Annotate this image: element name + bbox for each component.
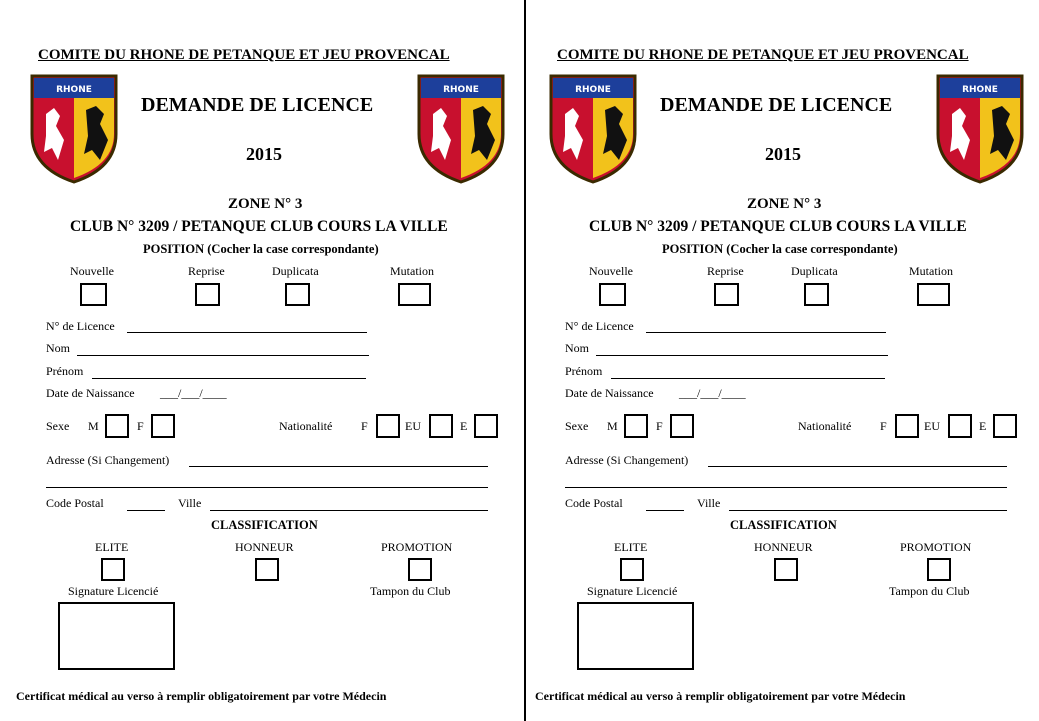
sexe-f-label: F <box>137 419 144 433</box>
certificat-note: Certificat médical au verso à remplir obligatoirement par votre Médecin <box>16 689 387 703</box>
licence-form-right <box>519 0 1038 721</box>
nat-eu-checkbox[interactable] <box>948 414 972 438</box>
certificat-note: Certificat médical au verso à remplir obligatoirement par votre Médecin <box>535 689 906 703</box>
cp-input[interactable] <box>127 510 165 511</box>
licence-form-left <box>0 0 519 721</box>
nat-eu-label: EU <box>405 419 421 433</box>
form-year: 2015 <box>246 144 282 164</box>
svg-text:RHONE: RHONE <box>443 85 479 95</box>
nom-input[interactable] <box>77 355 369 356</box>
dob-label: Date de Naissance <box>565 386 654 400</box>
signature-box[interactable] <box>577 602 694 670</box>
form-title: DEMANDE DE LICENCE <box>141 94 374 116</box>
honneur-checkbox[interactable] <box>255 558 279 581</box>
duplicata-checkbox[interactable] <box>804 283 829 306</box>
reprise-checkbox[interactable] <box>714 283 739 306</box>
option-mutation-label: Mutation <box>909 264 953 278</box>
nom-label: Nom <box>565 341 589 355</box>
nat-e-label: E <box>460 419 468 433</box>
nat-f-label: F <box>880 419 887 433</box>
class-honneur-label: HONNEUR <box>754 540 813 554</box>
class-elite-label: ELITE <box>95 540 129 554</box>
class-elite-label: ELITE <box>614 540 648 554</box>
elite-checkbox[interactable] <box>101 558 125 581</box>
elite-checkbox[interactable] <box>620 558 644 581</box>
licence-label: N° de Licence <box>46 319 115 333</box>
option-duplicata-label: Duplicata <box>791 264 838 278</box>
club-label: CLUB N° 3209 / PETANQUE CLUB COURS LA VILLE <box>70 218 448 235</box>
ville-label: Ville <box>697 496 721 510</box>
signature-label: Signature Licencié <box>68 584 159 598</box>
sexe-m-label: M <box>607 419 618 433</box>
svg-text:RHONE: RHONE <box>575 85 611 95</box>
classification-label: CLASSIFICATION <box>211 518 318 532</box>
zone-label: ZONE N° 3 <box>228 196 303 212</box>
nat-e-checkbox[interactable] <box>474 414 498 438</box>
licence-input[interactable] <box>646 332 886 333</box>
committee-title: COMITE DU RHONE DE PETANQUE ET JEU PROVENCAL <box>38 47 450 63</box>
form-year: 2015 <box>765 144 801 164</box>
sexe-label: Sexe <box>46 419 70 433</box>
adresse-input[interactable] <box>189 466 488 467</box>
nat-e-checkbox[interactable] <box>993 414 1017 438</box>
honneur-checkbox[interactable] <box>774 558 798 581</box>
position-label: POSITION (Cocher la case correspondante) <box>662 242 898 256</box>
licence-label: N° de Licence <box>565 319 634 333</box>
sexe-label: Sexe <box>565 419 589 433</box>
adresse-label: Adresse (Si Changement) <box>46 453 170 467</box>
option-reprise-label: Reprise <box>188 264 225 278</box>
nom-label: Nom <box>46 341 70 355</box>
committee-title: COMITE DU RHONE DE PETANQUE ET JEU PROVENCAL <box>557 47 969 63</box>
class-honneur-label: HONNEUR <box>235 540 294 554</box>
duplicata-checkbox[interactable] <box>285 283 310 306</box>
form-title: DEMANDE DE LICENCE <box>660 94 893 116</box>
dob-input[interactable]: ___/___/____ <box>160 386 227 400</box>
rhone-crest-icon <box>28 72 120 184</box>
dob-label: Date de Naissance <box>46 386 135 400</box>
sexe-m-label: M <box>88 419 99 433</box>
nat-f-checkbox[interactable] <box>376 414 400 438</box>
nouvelle-checkbox[interactable] <box>80 283 107 306</box>
nat-eu-label: EU <box>924 419 940 433</box>
nat-f-label: F <box>361 419 368 433</box>
option-nouvelle-label: Nouvelle <box>70 264 114 278</box>
tampon-label: Tampon du Club <box>889 584 970 598</box>
ville-label: Ville <box>178 496 202 510</box>
dob-input[interactable]: ___/___/____ <box>679 386 746 400</box>
ville-input[interactable] <box>729 510 1007 511</box>
prenom-input[interactable] <box>92 378 366 379</box>
adresse-label: Adresse (Si Changement) <box>565 453 689 467</box>
zone-label: ZONE N° 3 <box>747 196 822 212</box>
adresse-input-2[interactable] <box>565 487 1007 488</box>
club-label: CLUB N° 3209 / PETANQUE CLUB COURS LA VILLE <box>589 218 967 235</box>
classification-label: CLASSIFICATION <box>730 518 837 532</box>
mutation-checkbox[interactable] <box>917 283 950 306</box>
promotion-checkbox[interactable] <box>927 558 951 581</box>
cp-label: Code Postal <box>46 496 104 510</box>
nat-e-label: E <box>979 419 987 433</box>
prenom-label: Prénom <box>565 364 603 378</box>
cp-label: Code Postal <box>565 496 623 510</box>
prenom-label: Prénom <box>46 364 84 378</box>
mutation-checkbox[interactable] <box>398 283 431 306</box>
sexe-m-checkbox[interactable] <box>624 414 648 438</box>
sexe-f-checkbox[interactable] <box>670 414 694 438</box>
sexe-f-checkbox[interactable] <box>151 414 175 438</box>
nationalite-label: Nationalité <box>279 419 333 433</box>
option-duplicata-label: Duplicata <box>272 264 319 278</box>
prenom-input[interactable] <box>611 378 885 379</box>
sexe-m-checkbox[interactable] <box>105 414 129 438</box>
class-promotion-label: PROMOTION <box>900 540 972 554</box>
cp-input[interactable] <box>646 510 684 511</box>
svg-text:RHONE: RHONE <box>56 85 92 95</box>
rhone-crest-icon <box>934 72 1026 184</box>
option-reprise-label: Reprise <box>707 264 744 278</box>
option-mutation-label: Mutation <box>390 264 434 278</box>
reprise-checkbox[interactable] <box>195 283 220 306</box>
signature-label: Signature Licencié <box>587 584 678 598</box>
signature-box[interactable] <box>58 602 175 670</box>
tampon-label: Tampon du Club <box>370 584 451 598</box>
svg-text:RHONE: RHONE <box>962 85 998 95</box>
nom-input[interactable] <box>596 355 888 356</box>
adresse-input-2[interactable] <box>46 487 488 488</box>
promotion-checkbox[interactable] <box>408 558 432 581</box>
sexe-f-label: F <box>656 419 663 433</box>
rhone-crest-icon <box>415 72 507 184</box>
nationalite-label: Nationalité <box>798 419 852 433</box>
ville-input[interactable] <box>210 510 488 511</box>
nat-f-checkbox[interactable] <box>895 414 919 438</box>
position-label: POSITION (Cocher la case correspondante) <box>143 242 379 256</box>
nat-eu-checkbox[interactable] <box>429 414 453 438</box>
option-nouvelle-label: Nouvelle <box>589 264 633 278</box>
nouvelle-checkbox[interactable] <box>599 283 626 306</box>
class-promotion-label: PROMOTION <box>381 540 453 554</box>
adresse-input[interactable] <box>708 466 1007 467</box>
rhone-crest-icon <box>547 72 639 184</box>
licence-input[interactable] <box>127 332 367 333</box>
